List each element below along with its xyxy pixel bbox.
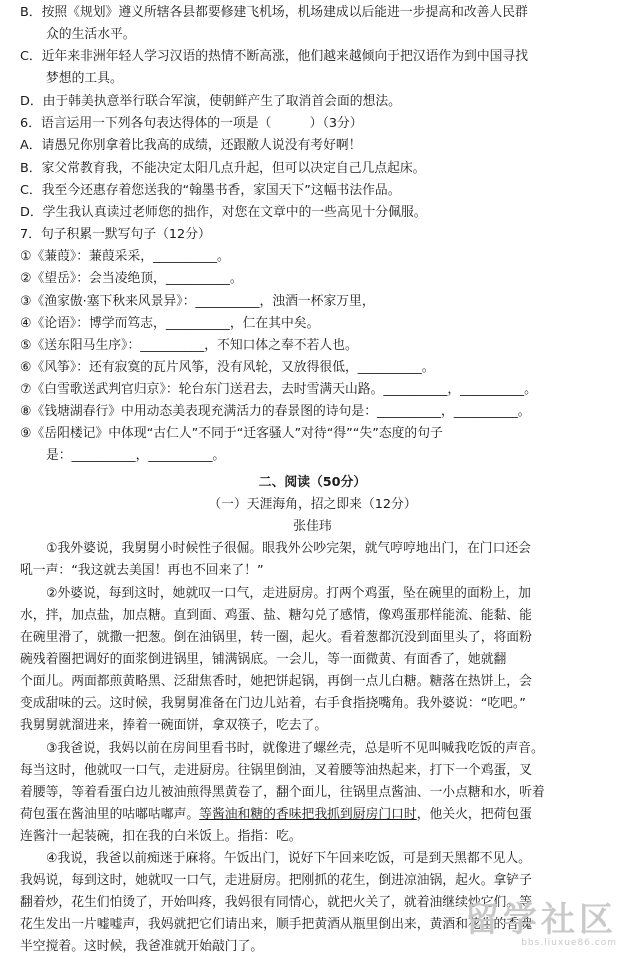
fill-item: ⑥《风筝》：还有寂寞的瓦片风筝，没有风轮，又放得很低，__________。 [20,360,435,375]
body-line: 我妈说，每到这时，她就叹一口气，走进厨房。把刚抓的花生，倒进凉油锅，起火。拿铲子 [20,873,532,888]
body-line: ②外婆说，每到这时，她就叹一口气，走进厨房。打两个鸡蛋，坠在碗里的面粉上，加 [46,586,531,601]
body-line: 变成甜味的云。这时候，我舅舅准备在门边儿站着，右手食指挠嘴角。我外婆说：“吃吧。” [20,696,526,711]
text-line: B．按照《规划》遵义所辖各县都要修建飞机场，机场建成以后能进一步提高和改善人民群 [20,5,528,20]
body-line-underlined [20,805,612,825]
body-line: 在碗里滑了，就撒一把葱。倒在油锅里，转一圈，起火。看着葱都沉没到面里头了，将面粉 [20,630,532,645]
text-line: D．由于韩美执意举行联合军演，使朝鲜产生了取消首会面的想法。 [20,94,401,109]
option-b: B．家父常教育我，不能决定太阳几点升起，但可以决定自己几点起床。 [20,161,426,176]
fill-item: ⑦《白雪歌送武判官归京》：轮台东门送君去，去时雪满天山路。__________，__________。 [20,382,537,397]
underlined-sentence: 等酱油和糖的香味把我抓到厨房门口时 [199,807,417,822]
question-6-stem: 6．语言运用一下列各句表达得体的一项是（ ）（3分） [20,116,363,131]
body-line: ③我爸说，我妈以前在房间里看书时，就像进了螺丝壳，总是听不见叫喊我吃饭的声音。 [46,741,544,756]
body-line: 连酱汁一起装碗，扣在我的白米饭上。指指：吃。 [20,829,302,844]
body-line: 半空搅着。这时候，我爸准就开始敲门了。 [20,939,264,954]
fill-item: ②《望岳》：会当凌绝顶，__________。 [20,271,243,286]
fill-item: ⑤《送东阳马生序》：__________，不知口体之奉不若人也。 [20,338,358,353]
text-line: 众的生活水平。 [46,27,136,42]
body-line: 个面儿。两面都煎黄略黑、泛甜焦香时，她把饼起锅，再倒一点儿白糖。糖落在热饼上，会 [20,674,532,689]
fill-item: ⑨《岳阳楼记》中体现“古仁人”不同于“迁客骚人”对待“得”“失”态度的句子 [20,426,443,441]
watermark-url: bbs.liuxue86.com [521,938,617,948]
watermark-brand: 留学社区 [465,900,617,940]
body-line: 碗残着圈把调好的面浆倒进锅里，铺满锅底。一会儿，等一面微黄、有面香了，她就翻 [20,652,507,667]
body-line: 翻着炒，花生们怕烫了，开始叫疼，我妈很有同情心，就把火关了，就着油继续炒它们。等 [20,895,532,910]
watermark-logo [465,902,617,948]
text-span: 荷包蛋在酱油里的咕嘟咕嘟声。 [20,807,200,822]
text-span: ，他关火，把荷包蛋 [416,807,532,822]
body-line: ④我说，我爸以前痴迷于麻将。午饭出门，说好下午回来吃饭，可是到天黑都不见人。 [46,851,531,866]
body-line: 着腰等，等着看蛋白边儿被油煎得黑黄卷了，翻个面儿，往锅里点酱油、一小点糖和水，听着 [20,785,545,800]
fill-item: ⑧《钱塘湖春行》中用动态美表现充满活力的春景图的诗句是：__________，__________。 [20,404,531,419]
body-line: 我舅舅就溜进来，捧着一碗面饼，拿双筷子，吃去了。 [20,718,328,733]
question-7-stem: 7．句子积累一默写句子（12分） [20,227,211,242]
body-line: 吼一声：“我这就去美国！再也不回来了！” [20,563,264,578]
fill-item: ④《论语》：博学而笃志，__________，仁在其中矣。 [20,316,320,331]
option-c: C．我至今还惠存着您送我的“翰墨书香，家国天下”这幅书法作品。 [20,183,401,198]
body-line: ①我外婆说，我舅舅小时候性子很倔。眼我外公吵完架，就气哼哼地出门，在门口还会 [46,541,531,556]
article-author: 张佳玮 [293,519,332,534]
section-title: 二、阅读（50分） [258,475,367,490]
article-heading: （一）天涯海角，招之即来（12分） [208,497,417,512]
body-line: 水，拌，加点盐，加点糖。直到面、鸡蛋、盐、糖勾兑了感情，像鸡蛋那样能流、能黏、能 [20,608,532,623]
text-line: C．近年来非洲年轻人学习汉语的热情不断高涨，他们越来越倾向于把汉语作为到中国寻找 [20,49,529,64]
fill-item: ①《蒹葭》：蒹葭采采，__________。 [20,249,230,264]
fill-item-cont: 是：__________，__________。 [46,448,226,463]
body-line: 每当这时，他就叹一口气，走进厨房。往锅里倒油，叉着腰等油热起来，打下一个鸡蛋，叉 [20,763,532,778]
option-d: D．学生我认真读过老师您的拙作，对您在文章中的一些高见十分佩服。 [20,205,427,220]
fill-item: ③《渔家傲·塞下秋来风景异》：__________，浊酒一杯家万里， [20,294,375,309]
body-line: 花生发出一片嘘嘘声，我妈就把它们请出来，顺手把黄酒从瓶里倒出来，黄酒和花生的香魂 [20,917,532,932]
option-a: A．请愚兄你別拿着比我高的成绩，还跟敝人说没有考好啊！ [20,138,362,153]
text-line: 梦想的工具。 [46,71,123,86]
